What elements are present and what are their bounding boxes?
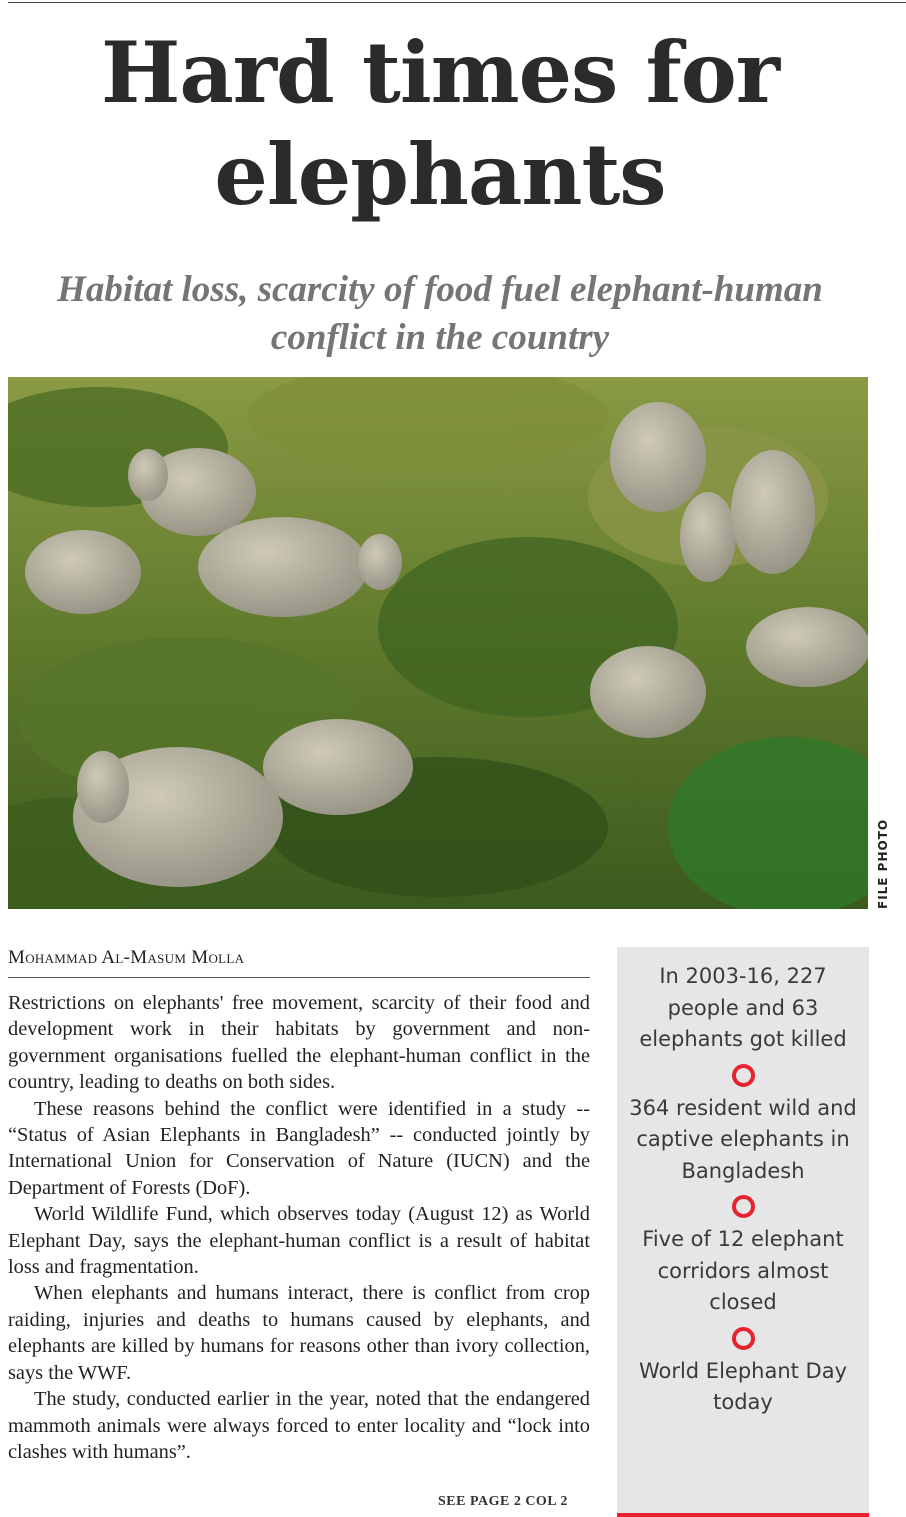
fact-item: In 2003-16, 227 people and 63 elephants got killed [639,964,847,1051]
subheadline: Habitat loss, scarcity of food fuel elephant-human conflict in the country [57,269,823,358]
photo-credit: FILE PHOTO [876,818,890,909]
paragraph: These reasons behind the conflict were identified in a study -- “Status of Asian Elephants in Bangladesh” -- conducted jointly by International Union for Conservation of Nature (IUCN) and the Department of Forests (DoF). [8,1097,590,1199]
fact-box [617,947,869,1517]
fact-item: World Elephant Day today [638,1358,848,1414]
paragraph: Restrictions on elephants' free movement, scarcity of their food and development work in their habitats by government and non-government organisations fuelled the elephant-human conflict in the country, leading to deaths on both sides. [8,992,590,1094]
circle-bullet-icon [732,1064,755,1087]
top-rule [8,2,906,3]
paragraph: World Wildlife Fund, which observes today (August 12) as World Elephant Day, says the elephant-human conflict is a result of habitat loss and fragmentation. [8,1203,590,1279]
circle-bullet-icon [732,1195,755,1218]
paragraph: When elephants and humans interact, there is conflict from crop raiding, injuries and deaths to humans caused by elephants, and elephants are killed by humans for reasons other than ivory collection, says the WWF. [8,1282,590,1384]
fact-item: 364 resident wild and captive elephants in Bangladesh [629,1095,857,1183]
byline-rule [8,977,590,978]
jump-line: SEE PAGE 2 COL 2 [438,1494,568,1509]
circle-bullet-icon [732,1327,755,1350]
fact-item: Five of 12 elephant corridors almost closed [642,1227,844,1314]
elephant-herd-photo [8,377,868,909]
article-body [8,990,590,1465]
headline: Hard times for elephants [100,23,779,224]
byline: Mohammad Al-Masum Molla [8,947,245,968]
paragraph: The study, conducted earlier in the year, noted that the endangered mammoth animals were always forced to enter locality and “lock into clashes with humans”. [8,1388,590,1463]
